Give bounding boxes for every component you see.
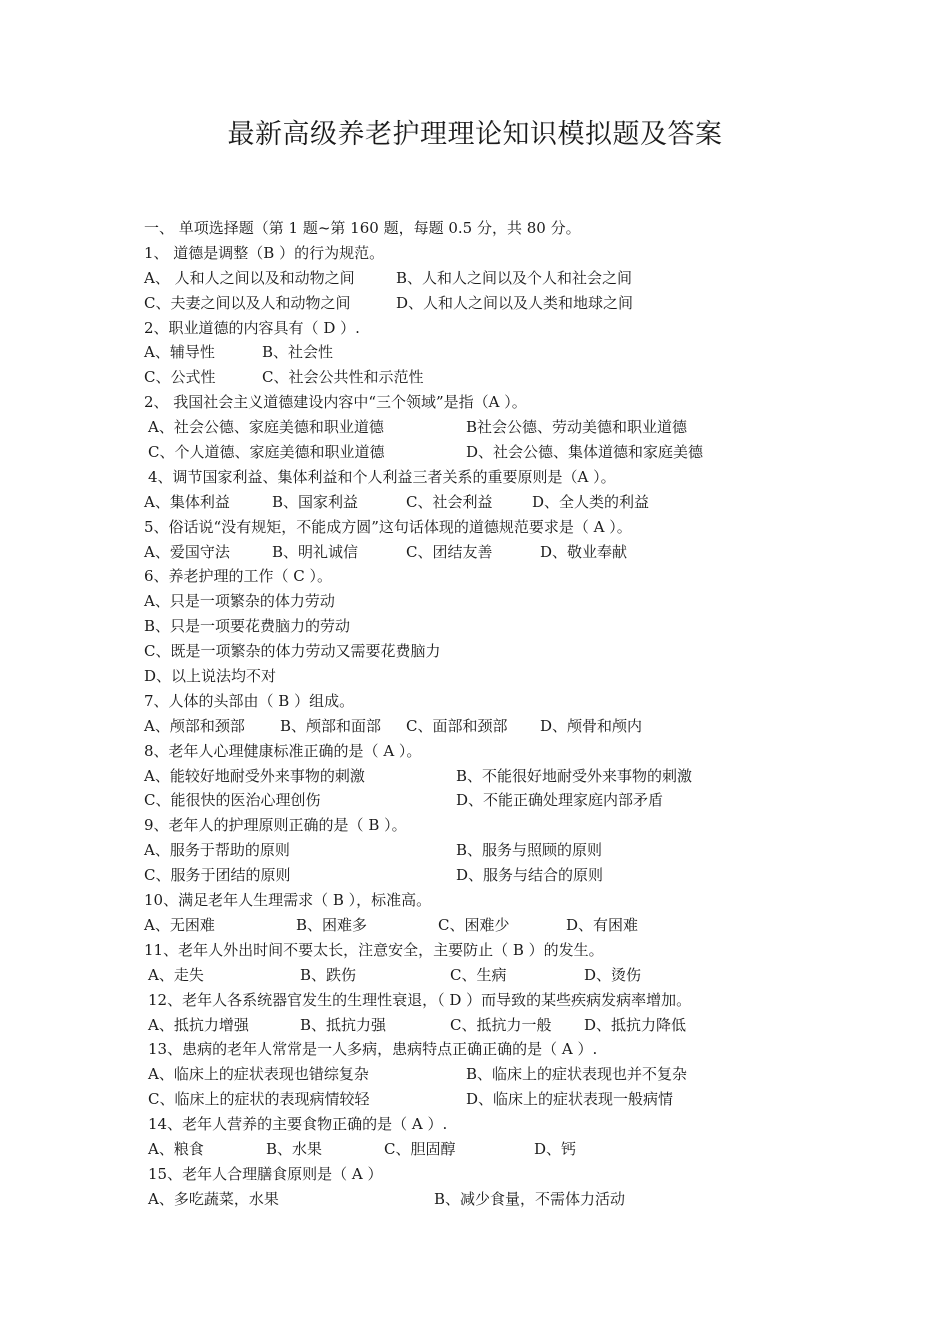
line-text: 1、 道德是调整（B ）的行为规范。 xyxy=(144,243,385,262)
option-text: D、全人类的利益 xyxy=(532,492,650,511)
option-text: A、抵抗力增强 xyxy=(148,1015,249,1034)
document-title: 最新高级养老护理理论知识模拟题及答案 xyxy=(227,119,723,150)
option-text: D、不能正确处理家庭内部矛盾 xyxy=(456,791,664,810)
option-text: D、服务与结合的原则 xyxy=(456,866,604,885)
option-text: C、团结友善 xyxy=(406,542,493,561)
option-text: B、水果 xyxy=(266,1139,323,1158)
text-line xyxy=(144,813,904,838)
line-text: 9、老年人的护理原则正确的是（ B ）。 xyxy=(144,816,407,835)
text-line xyxy=(144,589,904,614)
option-text: B、抵抗力强 xyxy=(300,1015,387,1034)
line-text: 2、 我国社会主义道德建设内容中“三个领域”是指（A ）。 xyxy=(144,393,527,412)
option-text: B、临床上的症状表现也并不复杂 xyxy=(466,1065,688,1084)
line-text: 11、老年人外出时间不要太长，注意安全，主要防止（ B ）的发生。 xyxy=(144,940,604,959)
option-text: B社会公德、劳动美德和职业道德 xyxy=(466,418,688,437)
option-text: D、抵抗力降低 xyxy=(584,1015,687,1034)
text-line xyxy=(144,465,904,490)
option-text: A、多吃蔬菜，水果 xyxy=(148,1189,279,1208)
option-text: D、社会公德、集体道德和家庭美德 xyxy=(466,443,704,462)
line-text: 12、老年人各系统器官发生的生理性衰退，（ D ）而导致的某些疾病发病率增加。 xyxy=(148,990,692,1009)
text-line xyxy=(144,863,904,888)
text-line xyxy=(144,838,904,863)
text-line xyxy=(144,365,904,390)
text-line xyxy=(144,764,904,789)
line-text: 5、俗话说“没有规矩，不能成方圆”这句话体现的道德规范要求是（ A ）。 xyxy=(144,517,632,536)
line-text: 一、 单项选择题（第 1 题~第 160 题，每题 0.5 分，共 80 分。 xyxy=(144,219,581,237)
option-text: B、国家利益 xyxy=(272,492,359,511)
option-text: A、临床上的症状表现也错综复杂 xyxy=(148,1065,369,1084)
line-text: C、既是一项繁杂的体力劳动又需要花费脑力 xyxy=(144,642,441,661)
option-text: A、社会公德、家庭美德和职业道德 xyxy=(148,418,384,437)
text-line xyxy=(144,390,904,415)
option-text: B、不能很好地耐受外来事物的刺激 xyxy=(456,766,693,785)
line-text: B、只是一项要花费脑力的劳动 xyxy=(144,617,351,636)
text-line xyxy=(144,266,904,291)
option-text: B、跌伤 xyxy=(300,965,357,984)
text-line xyxy=(144,788,904,813)
option-text: C、生病 xyxy=(450,965,507,984)
option-text: D、临床上的症状表现一般病情 xyxy=(466,1090,674,1109)
option-text: A、无困难 xyxy=(144,915,215,934)
option-text: D、颅骨和颅内 xyxy=(540,716,643,735)
option-text: A、集体利益 xyxy=(144,492,230,511)
option-text: A、颅部和颈部 xyxy=(144,716,245,735)
option-text: C、服务于团结的原则 xyxy=(144,866,291,885)
option-text: B、人和人之间以及个人和社会之间 xyxy=(396,268,633,287)
text-line xyxy=(144,415,904,440)
text-line xyxy=(144,1087,904,1112)
text-line xyxy=(144,515,904,540)
text-line xyxy=(144,739,904,764)
line-text: 6、养老护理的工作（ C ）。 xyxy=(144,567,333,586)
text-line xyxy=(144,689,904,714)
option-text: C、困难少 xyxy=(438,915,510,934)
text-line xyxy=(144,888,904,913)
option-text: D、有困难 xyxy=(566,915,639,934)
text-line xyxy=(144,963,904,988)
option-text: C、夫妻之间以及人和动物之间 xyxy=(144,293,351,312)
option-text: B、颅部和面部 xyxy=(280,716,382,735)
option-text: D、烫伤 xyxy=(584,965,642,984)
line-text: 10、满足老年人生理需求（ B ），标准高。 xyxy=(144,891,432,910)
option-text: B、减少食量，不需体力活动 xyxy=(434,1189,626,1208)
line-text: 4、调节国家利益、集体利益和个人利益三者关系的重要原则是（A ）。 xyxy=(148,467,616,486)
option-text: C、公式性 xyxy=(144,368,216,387)
option-text: A、能较好地耐受外来事物的刺激 xyxy=(144,766,365,785)
option-text: C、社会利益 xyxy=(406,492,493,511)
option-text: D、人和人之间以及人类和地球之间 xyxy=(396,293,634,312)
text-line xyxy=(144,938,904,963)
text-line xyxy=(144,1037,904,1062)
text-line xyxy=(144,664,904,689)
line-text: 14、老年人营养的主要食物正确的是（ A ）. xyxy=(148,1115,448,1134)
text-line xyxy=(144,988,904,1013)
option-text: C、社会公共性和示范性 xyxy=(262,368,424,387)
option-text: C、个人道德、家庭美德和职业道德 xyxy=(148,443,385,462)
text-line xyxy=(144,1062,904,1087)
option-text: B、明礼诚信 xyxy=(272,542,359,561)
option-text: C、面部和颈部 xyxy=(406,716,508,735)
line-text: 2、职业道德的内容具有（ D ）. xyxy=(144,318,360,337)
option-text: C、临床上的症状的表现病情较轻 xyxy=(148,1090,370,1109)
option-text: D、敬业奉献 xyxy=(540,542,628,561)
text-line xyxy=(144,340,904,365)
line-text: 8、老年人心理健康标准正确的是（ A ）。 xyxy=(144,741,422,760)
line-text: D、以上说法均不对 xyxy=(144,667,277,686)
option-text: D、钙 xyxy=(534,1139,577,1158)
option-text: B、社会性 xyxy=(262,343,334,362)
question-list xyxy=(144,216,904,1212)
text-line xyxy=(144,216,904,241)
text-line xyxy=(144,913,904,938)
option-text: C、抵抗力一般 xyxy=(450,1015,552,1034)
text-line xyxy=(144,540,904,565)
option-text: C、胆固醇 xyxy=(384,1139,456,1158)
text-line xyxy=(144,1112,904,1137)
line-text: 7、人体的头部由（ B ）组成。 xyxy=(144,691,355,710)
text-line xyxy=(144,291,904,316)
text-line xyxy=(144,614,904,639)
option-text: B、服务与照顾的原则 xyxy=(456,841,603,860)
option-text: A、粮食 xyxy=(148,1139,204,1158)
option-text: C、能很快的医治心理创伤 xyxy=(144,791,321,810)
option-text: A、辅导性 xyxy=(144,343,215,362)
option-text: A、走失 xyxy=(148,965,204,984)
text-line xyxy=(144,241,904,266)
text-line xyxy=(144,1162,904,1187)
line-text: 13、患病的老年人常常是一人多病，患病特点正确正确的是（ A ）. xyxy=(148,1040,598,1059)
text-line xyxy=(144,316,904,341)
text-line xyxy=(144,714,904,739)
option-text: A、 人和人之间以及和动物之间 xyxy=(144,268,355,287)
option-text: A、爱国守法 xyxy=(144,542,230,561)
line-text: 15、老年人合理膳食原则是（ A ） xyxy=(148,1164,383,1183)
text-line xyxy=(144,639,904,664)
text-line xyxy=(144,440,904,465)
text-line xyxy=(144,1013,904,1038)
text-line xyxy=(144,490,904,515)
option-text: A、服务于帮助的原则 xyxy=(144,841,290,860)
option-text: B、困难多 xyxy=(296,915,368,934)
text-line xyxy=(144,1187,904,1212)
text-line xyxy=(144,1137,904,1162)
line-text: A、只是一项繁杂的体力劳动 xyxy=(144,592,335,611)
text-line xyxy=(144,564,904,589)
